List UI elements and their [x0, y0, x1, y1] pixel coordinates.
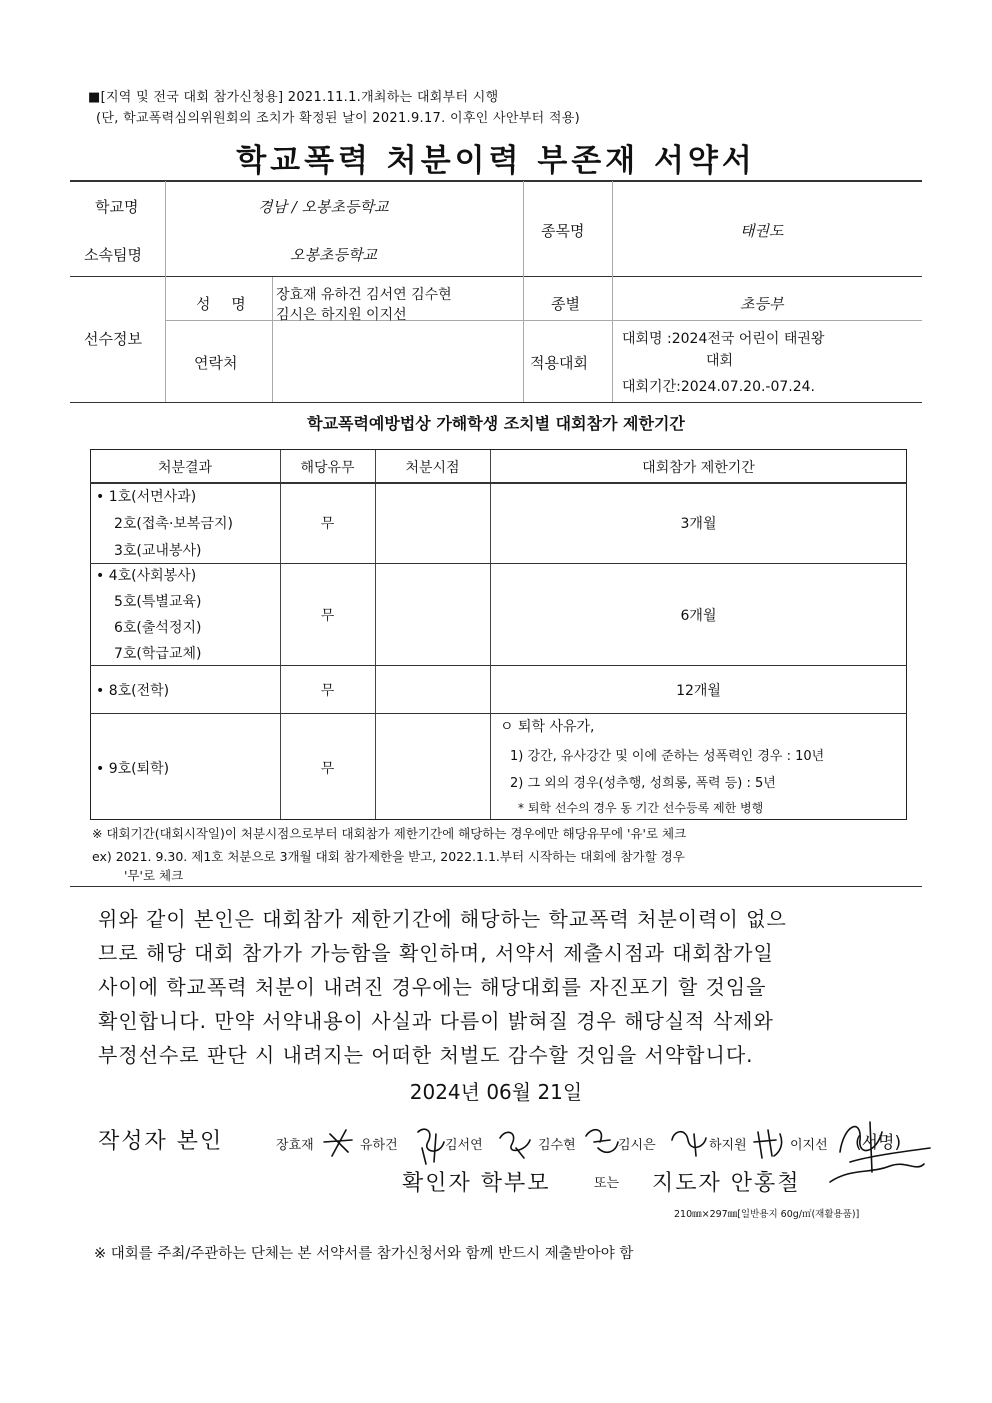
row2-item-4: 7호(학급교체) [114, 646, 202, 662]
row4-period-3: 2) 그 외의 경우(성추행, 성희롱, 폭력 등) : 5년 [510, 776, 776, 791]
event-label: 종목명 [541, 222, 585, 240]
th-applies: 해당유무 [300, 460, 355, 476]
name-label: 성 명 [196, 295, 254, 313]
oath-line-2: 므로 해당 대회 참가가 가능함을 확인하며, 서약서 제출시점과 대회참가일 [98, 941, 774, 965]
row3-applies: 무 [320, 683, 335, 699]
oath-line-5: 부정선수로 판단 시 내려지는 어떠한 처벌도 감수할 것임을 서약합니다. [98, 1043, 754, 1067]
signer-name-6: 하지원 [709, 1138, 747, 1153]
competition-period: 대회기간:2024.07.20.-07.24. [622, 379, 816, 395]
row4-period-2: 1) 강간, 유사강간 및 이에 준하는 성폭력인 경우 : 10년 [510, 749, 825, 764]
th-time: 처분시점 [405, 460, 460, 476]
oath-date: 2024년 06월 21일 [409, 1080, 583, 1104]
school-value: 경남 / 오봉초등학교 [258, 198, 389, 216]
player-names-2: 김시은 하지원 이지선 [276, 307, 407, 323]
oath-line-1: 위와 같이 본인은 대회참가 제한기간에 해당하는 학교폭력 처분이력이 없으 [98, 907, 787, 931]
competition-name-1: 대회명 :2024전국 어린이 태권왕 [622, 331, 825, 347]
row4-period-1: ㅇ 퇴학 사유가, [500, 719, 595, 735]
signer-name-7: 이지선 [790, 1138, 828, 1153]
school-label: 학교명 [95, 198, 139, 216]
team-value: 오봉초등학교 [290, 246, 377, 264]
row1-period: 3개월 [680, 516, 717, 532]
row2-item-1: • 4호(사회봉사) [96, 568, 197, 584]
row1-item-2: 2호(접촉·보복금지) [114, 516, 233, 532]
event-value: 태권도 [740, 222, 784, 240]
th-result: 처분결과 [157, 460, 213, 476]
row4-item-1: • 9호(퇴학) [96, 761, 170, 777]
restriction-title: 학교폭력예방법상 가해학생 조치별 대회참가 제한기간 [307, 414, 685, 433]
signer-name-2: 유하건 [360, 1138, 398, 1153]
row2-period: 6개월 [680, 608, 717, 624]
coach-label: 지도자 안홍철 [652, 1171, 801, 1196]
signer-name-4: 김수현 [538, 1138, 576, 1153]
player-info-label: 선수정보 [84, 330, 142, 348]
restriction-table [90, 449, 907, 820]
row1-item-3: 3호(교내봉사) [114, 543, 202, 559]
seal-label: (서명) [855, 1133, 902, 1153]
note-2: ex) 2021. 9.30. 제1호 처분으로 3개월 대회 참가제한을 받고, 2022.1.1.부터 시작하는 대회에 참가할 경우 [92, 849, 685, 864]
row1-item-1: • 1호(서면사과) [96, 489, 197, 505]
row2-applies: 무 [320, 608, 335, 624]
note-1: ※ 대회기간(대회시작일)이 처분시점으로부터 대회참가 제한기간에 해당하는 경우에만 해당유무에 '유'로 체크 [92, 826, 687, 841]
note-3: '무'로 체크 [124, 868, 184, 883]
row3-item-1: • 8호(전학) [96, 683, 170, 699]
competition-name-2: 대회 [706, 353, 734, 369]
oath-line-4: 확인합니다. 만약 서약내용이 사실과 다름이 밝혀질 경우 해당실적 삭제와 [98, 1009, 774, 1033]
author-label: 작성자 본인 [98, 1129, 224, 1154]
paper-spec: 210㎜×297㎜[일반용지 60g/㎡(재활용품)] [674, 1209, 860, 1220]
team-label: 소속팀명 [84, 246, 142, 264]
signer-name-5: 김시은 [618, 1138, 656, 1153]
header-note-1: ■[지역 및 전국 대회 참가신청용] 2021.11.1.개최하는 대회부터 시행 [88, 90, 499, 105]
oath-line-3: 사이에 학교폭력 처분이 내려진 경우에는 해당대회를 자진포기 할 것임을 [98, 975, 767, 999]
contact-label: 연락처 [194, 354, 238, 372]
th-period: 대회참가 제한기간 [642, 460, 755, 476]
row2-item-3: 6호(출석정지) [114, 620, 202, 636]
header-note-2: (단, 학교폭력심의위원회의 조치가 확정된 날이 2021.9.17. 이후인 사안부터 적용) [96, 111, 580, 126]
category-label: 종별 [551, 295, 580, 313]
signer-name-1: 장효재 [276, 1138, 314, 1153]
row3-period: 12개월 [676, 683, 721, 699]
confirm-label: 확인자 학부모 [402, 1171, 551, 1196]
row4-applies: 무 [320, 761, 335, 777]
row4-period-4: * 퇴학 선수의 경우 동 기간 선수등록 제한 병행 [518, 801, 764, 815]
document-title: 학교폭력 처분이력 부존재 서약서 [236, 143, 756, 179]
footer-note: ※ 대회를 주최/주관하는 단체는 본 서약서를 참가신청서와 함께 반드시 제출받아야 함 [94, 1246, 634, 1262]
row1-applies: 무 [320, 516, 335, 532]
signer-name-3: 김서연 [445, 1138, 483, 1153]
row2-item-2: 5호(특별교육) [114, 594, 202, 610]
category-value: 초등부 [740, 295, 784, 313]
competition-label: 적용대회 [530, 354, 588, 372]
or-label: 또는 [594, 1176, 620, 1191]
player-names-1: 장효재 유하건 김서연 김수현 [276, 287, 452, 303]
